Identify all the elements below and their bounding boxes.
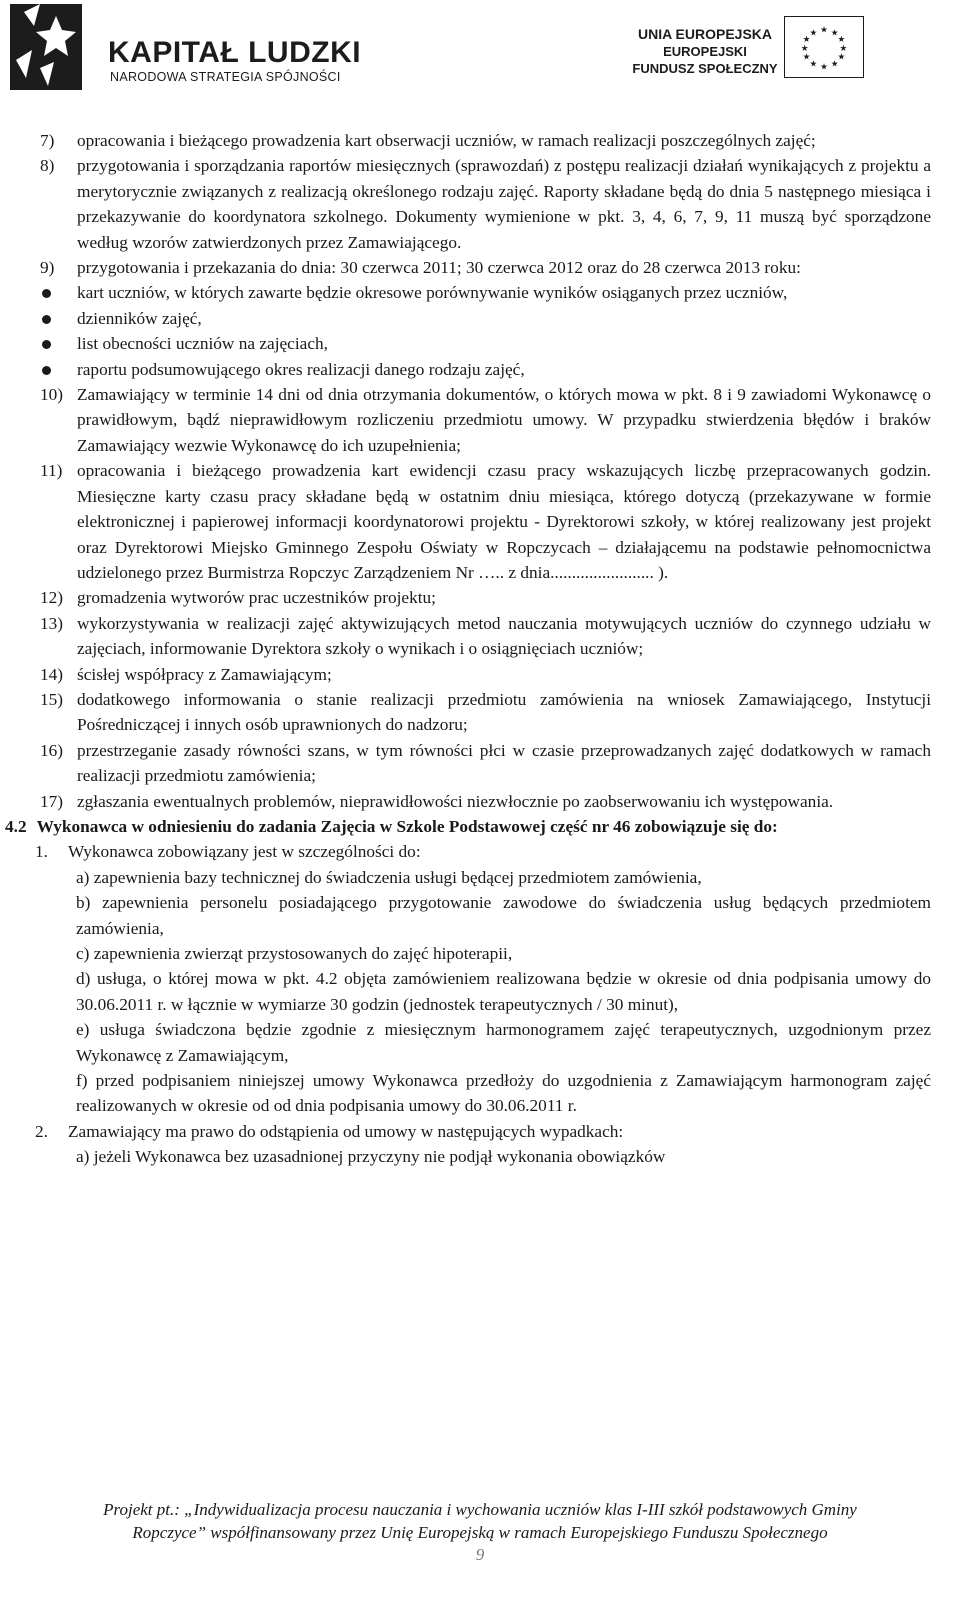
- bullet-item-3: list obecności uczniów na zajęciach,: [40, 331, 931, 356]
- list-item-9: 9) przygotowania i przekazania do dnia: 30 czerwca 2011; 30 czerwca 2012 oraz do 28 czerwca 2013 roku:: [40, 258, 801, 278]
- svg-text:★: ★: [830, 28, 839, 39]
- bullet-icon: [42, 289, 51, 298]
- svg-text:★: ★: [809, 59, 818, 70]
- numbered-item-1: 1. Wykonawca zobowiązany jest w szczególności do:: [35, 842, 421, 862]
- kapital-ludzki-logo-icon: [10, 4, 82, 90]
- svg-text:★: ★: [820, 25, 828, 36]
- sub-item-e: e) usługa świadczona będzie zgodnie z miesięcznym harmonogramem zajęć terapeutycznych, uzgodnionym przez Wykonawcę z Zamawiającym,: [76, 1020, 931, 1065]
- svg-text:★: ★: [830, 59, 839, 70]
- page-number: 9: [475, 1545, 485, 1564]
- page-header: [0, 0, 960, 110]
- svg-text:★: ★: [809, 28, 818, 39]
- svg-text:★: ★: [820, 62, 828, 73]
- kapital-ludzki-subtitle: NARODOWA STRATEGIA SPÓJNOŚCI: [110, 70, 341, 84]
- list-item-14: 14) ścisłej współpracy z Zamawiającym;: [40, 664, 332, 684]
- eu-flag-icon: [784, 16, 864, 78]
- list-item-17: 17) zgłaszania ewentualnych problemów, nieprawidłowości niezwłocznie po zaobserwowaniu ich występowania.: [40, 791, 834, 811]
- svg-text:★: ★: [839, 43, 848, 54]
- sub-item-2a: a) jeżeli Wykonawca bez uzasadnionej przyczyny nie podjął wykonania obowiązków: [76, 1147, 666, 1167]
- sub-item-a: a) zapewnienia bazy technicznej do świadczenia usługi będącej przedmiotem zamówienia,: [76, 867, 702, 887]
- bullet-icon: [42, 366, 51, 375]
- svg-text:★: ★: [837, 35, 846, 46]
- svg-text:★: ★: [802, 52, 811, 63]
- list-item-11: 11) opracowania i bieżącego prowadzenia kart ewidencji czasu pracy wskazujących liczbę przepracowanych godzin. Miesięczne karty czasu pracy składane będą w ostatnim dniu miesiąca, którego dotyczą (przekazywane w formie elektronicznej i papierowej informacji koordynatorowi projektu - Dyrektorowi szkoły, w której realizowany jest projekt oraz Dyrektorowi Miejsko Gminnego Zespołu Oświaty w Ropczycach – działającemu na podstawie pełnomocnictwa udzielonego przez Burmistrza Ropczyc Zarządzeniem Nr ….. z dnia........................ ).: [40, 461, 931, 582]
- sub-item-d: d) usługa, o której mowa w pkt. 4.2 objęta zamówieniem realizowana będzie w okresie od dnia podpisania umowy do 30.06.2011 r. w łącznie w wymiarze 30 godzin (jednostek terapeutycznych / 30 minut),: [76, 969, 931, 1014]
- list-item-16: 16) przestrzeganie zasady równości szans, w tym równości płci w czasie przeprowadzanych zajęć dodatkowych w ramach realizacji przedmiotu zamówienia;: [40, 740, 931, 786]
- sub-item-c: c) zapewnienia zwierząt przystosowanych do zajęć hipoterapii,: [76, 944, 513, 963]
- document-body: [5, 128, 931, 1170]
- list-item-8: 8) przygotowania i sporządzania raportów miesięcznych (sprawozdań) z postępu realizacji działań wynikających z projektu a merytorycznie związanych z realizacją określonego rodzaju zajęć. Raporty składane będą do dnia 5 następnego miesiąca i przekazywanie do koordynatora szkolnego. Dokumenty wymienione w pkt. 3, 4, 6, 7, 9, 11 muszą być sporządzone według wzorów zatwierdzonych przez Zamawiającego.: [40, 156, 931, 252]
- section-heading: 4.2 Wykonawca w odniesieniu do zadania Zajęcia w Szkole Podstawowej część nr 46 zobowiązuje się do:: [5, 816, 778, 836]
- list-item-12: 12) gromadzenia wytworów prac uczestników projektu;: [40, 588, 436, 608]
- list-item-15: 15) dodatkowego informowania o stanie realizacji przedmiotu zamówienia na wniosek Zamawiającego, Instytucji Pośredniczącej i innych osób uprawnionych do nadzoru;: [40, 689, 931, 735]
- bullet-item-4: raportu podsumowującego okres realizacji danego rodzaju zajęć,: [40, 357, 931, 382]
- sub-item-f: f) przed podpisaniem niniejszej umowy Wykonawca przedłoży do uzgodnienia z Zamawiającym harmonogram zajęć realizowanych w okresie od od dnia podpisania umowy do 30.06.2011 r.: [76, 1071, 931, 1116]
- svg-text:★: ★: [800, 43, 809, 54]
- bullet-icon: [42, 315, 51, 324]
- list-item-13: 13) wykorzystywania w realizacji zajęć aktywizujących metod nauczania motywujących uczniów do czynnego udziału w zajęciach, informowanie Dyrektora szkoły o wynikach i o osiągnięciach uczniów;: [40, 613, 931, 659]
- bullet-icon: [42, 340, 51, 349]
- svg-text:★: ★: [837, 52, 846, 63]
- bullet-item-2: dzienników zajęć,: [40, 306, 931, 331]
- page-footer: [0, 1498, 960, 1544]
- kapital-ludzki-title: KAPITAŁ LUDZKI: [108, 36, 362, 69]
- ue-line2: EUROPEJSKI: [663, 44, 747, 59]
- sub-item-b: b) zapewnienia personelu posiadającego przygotowanie zawodowe do świadczenia usług będących przedmiotem zamówienia,: [76, 893, 931, 938]
- list-item-7: 7) opracowania i bieżącego prowadzenia kart obserwacji uczniów, w ramach realizacji poszczególnych zajęć;: [40, 131, 816, 150]
- ue-label: [626, 26, 784, 77]
- footer-line1: Projekt pt.: „Indywidualizacja procesu nauczania i wychowania uczniów klas I-III szkół podstawowych Gminy: [103, 1500, 857, 1519]
- bullet-item-1: kart uczniów, w których zawarte będzie okresowe porównywanie wyników osiąganych przez uczniów,: [40, 280, 931, 305]
- ue-line3: FUNDUSZ SPOŁECZNY: [632, 61, 778, 76]
- svg-text:★: ★: [802, 35, 811, 46]
- ue-line1: UNIA EUROPEJSKA: [637, 26, 773, 42]
- footer-line2: Ropczyce” współfinansowany przez Unię Europejską w ramach Europejskiego Funduszu Społecznego: [132, 1523, 828, 1542]
- numbered-item-2: 2. Zamawiający ma prawo do odstąpienia od umowy w następujących wypadkach:: [35, 1121, 624, 1141]
- list-item-10: 10) Zamawiający w terminie 14 dni od dnia otrzymania dokumentów, o których mowa w pkt. 8 i 9 zawiadomi Wykonawcę o prawidłowym, bądź nieprawidłowym rozliczeniu przedmiotu umowy. W przypadku stwierdzenia błędów i braków Zamawiający wezwie Wykonawcę do ich uzupełnienia;: [40, 385, 931, 455]
